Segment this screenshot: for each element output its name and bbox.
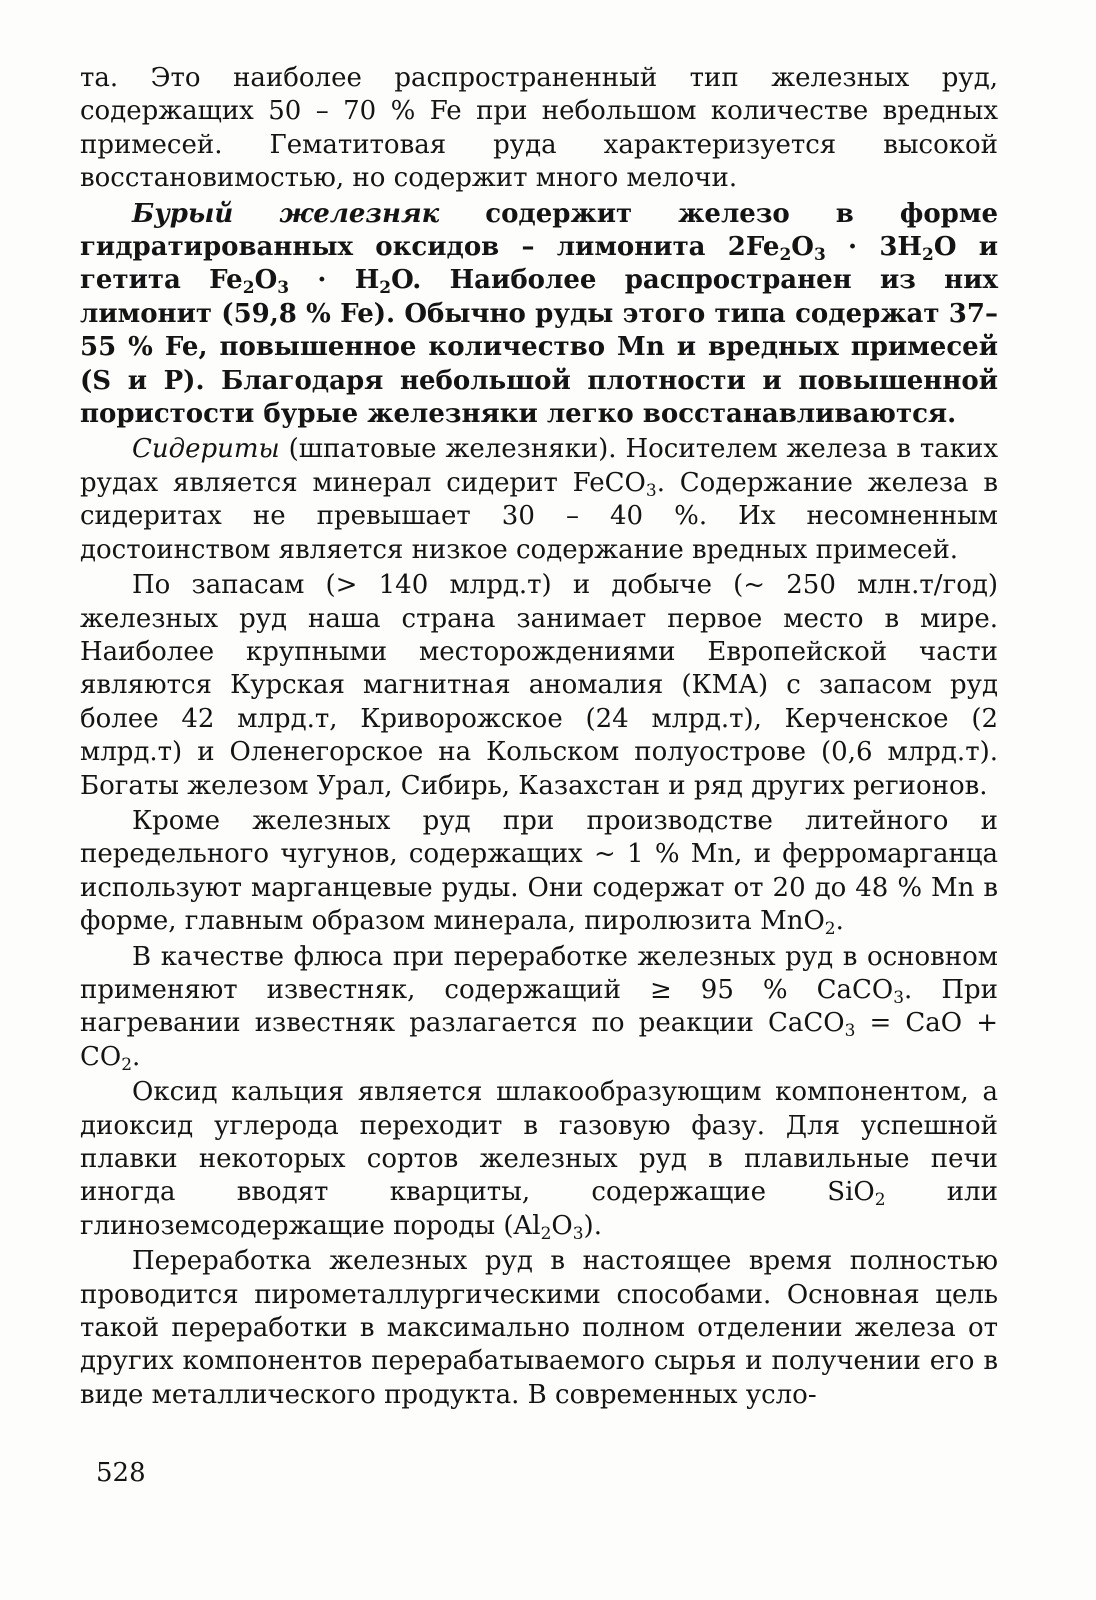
text-run: . При нагревании известняк разлагается по реакции CaCO — [80, 974, 998, 1039]
text-run: O — [791, 232, 814, 263]
text-run: · 3H — [825, 232, 922, 263]
subscript: 3 — [572, 1223, 584, 1244]
subscript: 2 — [922, 245, 934, 266]
subscript: 2 — [874, 1190, 886, 1211]
paragraph-text: Переработка железных руд в настоящее время полностью проводится пирометаллургическими способами. Основная цель такой переработки в максимально полном отделении железа от других компонентов перерабатываемого сырья и получении его в виде металлического продукта. В современных усло- — [80, 1246, 998, 1410]
text-run: = CaO + CO — [80, 1008, 998, 1072]
subscript: 2 — [824, 919, 836, 940]
term-siderites: Сидериты — [132, 434, 280, 465]
text-run: . — [132, 1041, 141, 1072]
text-run: · H — [289, 265, 380, 296]
paragraph-text: та. Это наиболее распространенный тип железных руд, содержащих 50 – 70 % Fe при небольшом количестве вредных примесей. Гематитовая руда характеризуется высокой восстановимостью, но содержит много мелочи. — [80, 63, 998, 194]
paragraph-calcium-oxide — [80, 1076, 998, 1243]
subscript: 3 — [813, 245, 826, 266]
paragraph-siderites — [80, 433, 998, 567]
subscript: 2 — [540, 1223, 552, 1244]
subscript: 2 — [121, 1054, 133, 1075]
paragraph-manganese — [80, 805, 998, 939]
subscript: 2 — [779, 245, 792, 266]
paragraph-text: По запасам (> 140 млрд.т) и добыче (~ 250 млн.т/год) железных руд наша страна занимает первое место в мире. Наиболее крупными месторождениями Европейской части являются Курская магнитная аномалия (КМА) с запасом руд более 42 млрд.т, Криворожское (24 млрд.т), Керченское (2 млрд.т) и Оленегорское на Кольском полуострове (0,6 млрд.т). Богаты железом Урал, Сибирь, Казахстан и ряд других регионов. — [80, 570, 998, 801]
paragraph-flux — [80, 941, 998, 1075]
text-run: O и гетита Fe — [80, 232, 999, 296]
subscript: 3 — [893, 987, 905, 1008]
text-run: содержит железо в форме гидратированных оксидов – лимонита 2Fe — [80, 198, 998, 263]
page-body-text — [80, 62, 998, 1414]
text-run: . Содержание железа в сидеритах не превышает 30 – 40 %. Их несомненным достоинством является низкое содержание вредных примесей. — [80, 467, 998, 565]
text-run: O — [254, 265, 278, 296]
text-run: . — [835, 906, 844, 937]
subscript: 3 — [645, 480, 657, 501]
paragraph-hematite — [80, 62, 998, 196]
page-number: 528 — [96, 1458, 146, 1488]
paragraph-brown-ironstone — [80, 198, 998, 432]
text-run: ). — [583, 1210, 602, 1241]
subscript: 3 — [277, 278, 290, 299]
text-run: Оксид кальция является шлакообразующим компонентом, а диоксид углерода переходит в газовую фазу. Для успешной плавки некоторых сортов железных руд в плавильные печи иногда вводят кварциты, содержащие SiO — [80, 1077, 998, 1208]
subscript: 3 — [844, 1021, 856, 1042]
text-run: (шпатовые железняки). Носителем железа в таких рудах является минерал сидерит FeCO — [80, 434, 998, 498]
text-run: Кроме железных руд при производстве литейного и передельного чугунов, содержащих ~ 1 % Mn, и ферромарганца используют марганцевые руды. Они содержат от 20 до 48 % Mn в форме, главным образом минерала, пиролюзита MnO — [80, 805, 998, 937]
term-brown-ironstone: Бурый железняк — [132, 198, 440, 229]
text-run: В качестве флюса при переработке железных руд в основном применяют известняк, содержащий ≥ 95 % CaCO — [80, 941, 998, 1005]
paragraph-reserves — [80, 569, 998, 803]
subscript: 2 — [379, 278, 392, 299]
subscript: 2 — [242, 278, 255, 299]
text-run: или глиноземсодержащие породы (Al — [80, 1177, 998, 1241]
text-run: O — [551, 1210, 573, 1241]
text-run: O. Наиболее распространен из них лимонит (59,8 % Fe). Обычно руды этого типа содержат 37–55 % Fe, повышенное количество Mn и вредных примесей (S и P). Благодаря небольшой плотности и повышенной пористости бурые железняки легко восстанавливаются. — [80, 265, 998, 430]
paragraph-processing — [80, 1245, 998, 1412]
